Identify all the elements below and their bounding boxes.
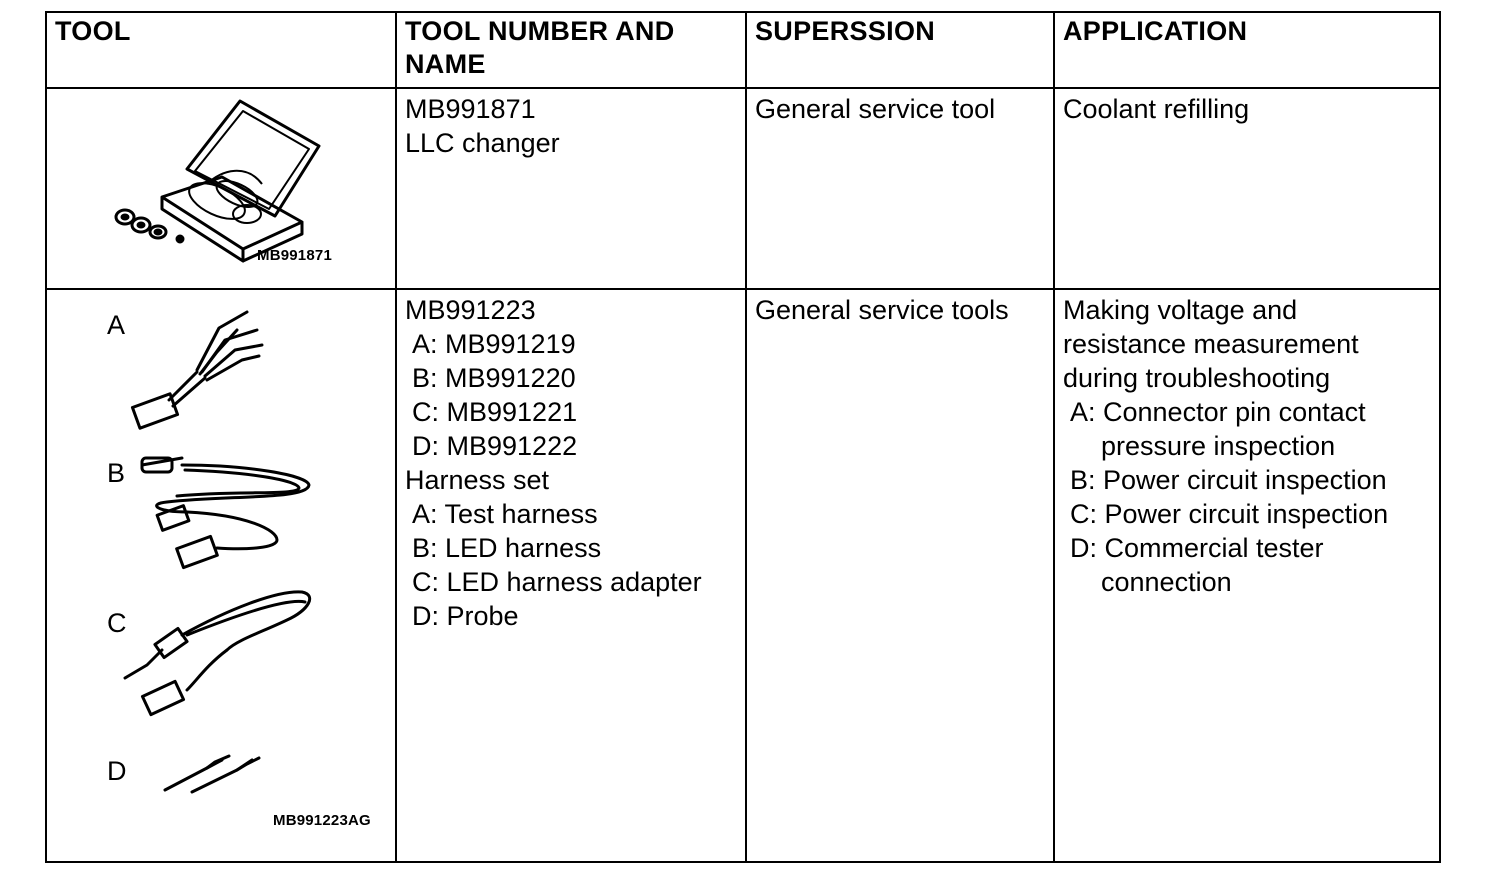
application-intro-line: resistance measurement [1063, 329, 1359, 359]
application-cell [1054, 289, 1440, 862]
part-number: A: MB991219 [412, 329, 576, 359]
image-label-a: A [107, 310, 126, 340]
application-cell [1054, 88, 1440, 289]
application-item: C: Power circuit inspection [1070, 499, 1389, 529]
application-text: Coolant refilling [1063, 94, 1250, 124]
tool-image-cell [46, 289, 396, 862]
supersession-cell [746, 88, 1054, 289]
llc-changer-illustration [47, 89, 395, 288]
tool-number: MB991871 [405, 94, 536, 124]
part-name: B: LED harness [412, 533, 602, 563]
image-label-c: C [107, 608, 127, 638]
application-intro-line: Making voltage and [1063, 295, 1298, 325]
supersession-cell [746, 289, 1054, 862]
supersession-text: General service tool [755, 94, 996, 124]
application-item: B: Power circuit inspection [1070, 465, 1387, 495]
part-name: A: Test harness [412, 499, 598, 529]
special-tools-table [45, 11, 1441, 863]
tool-number: MB991223 [405, 295, 536, 325]
tool-name: Harness set [405, 465, 550, 495]
header-supersession: SUPERSSION [746, 12, 1054, 88]
table-row [46, 88, 1440, 289]
application-intro-line: during troubleshooting [1063, 363, 1331, 393]
table-row [46, 289, 1440, 862]
header-tool: TOOL [46, 12, 396, 88]
tool-number-name-cell [396, 289, 746, 862]
application-item: D: Commercial tester [1070, 533, 1324, 563]
image-label-d: D [107, 756, 127, 786]
tool-image-cell [46, 88, 396, 289]
tool-image-caption: MB991223AG [273, 812, 371, 829]
part-number: C: MB991221 [412, 397, 578, 427]
application-item: A: Connector pin contact [1070, 397, 1366, 427]
application-item-continuation: pressure inspection [1101, 431, 1336, 461]
tool-image-caption: MB991871 [257, 247, 332, 264]
part-name: C: LED harness adapter [412, 567, 702, 597]
part-number: D: MB991222 [412, 431, 578, 461]
header-tool-number-name: TOOL NUMBER AND NAME [396, 12, 746, 88]
tool-name: LLC changer [405, 128, 560, 158]
part-number: B: MB991220 [412, 363, 576, 393]
image-label-b: B [107, 458, 126, 488]
header-row [46, 12, 1440, 88]
header-application: APPLICATION [1054, 12, 1440, 88]
tool-number-name-cell [396, 88, 746, 289]
harness-set-illustration [47, 290, 395, 861]
part-name: D: Probe [412, 601, 519, 631]
application-item-continuation: connection [1101, 567, 1232, 597]
supersession-text: General service tools [755, 295, 1009, 325]
